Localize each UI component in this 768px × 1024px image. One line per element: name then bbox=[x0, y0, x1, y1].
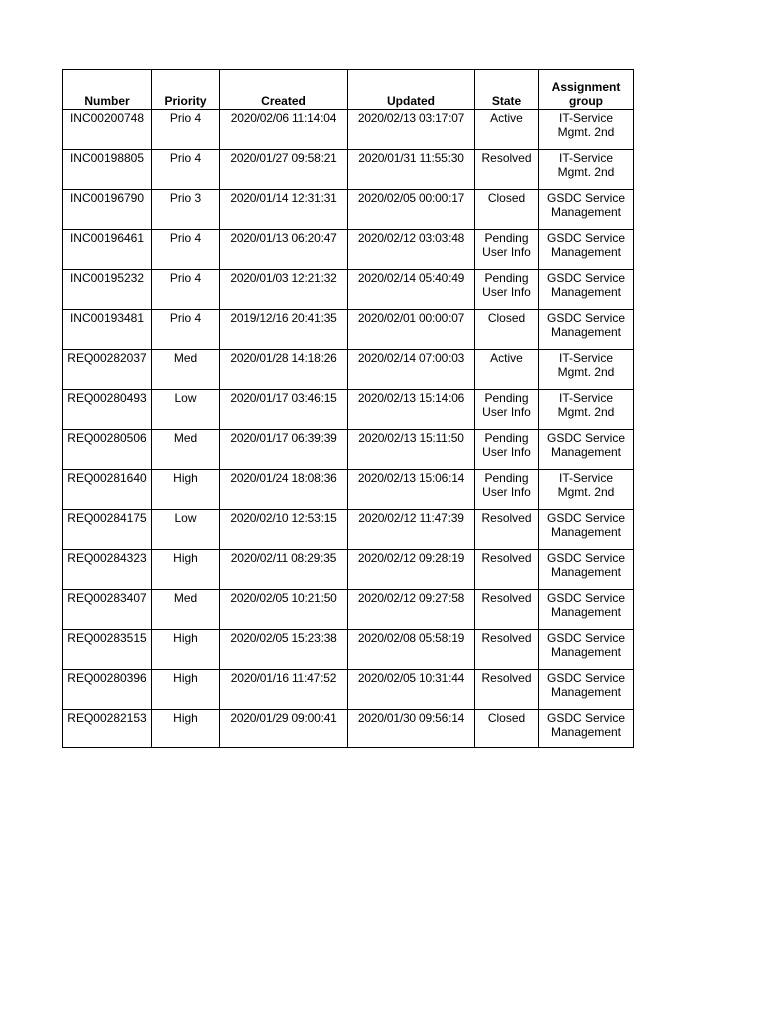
cell-state: Resolved bbox=[475, 150, 539, 190]
cell-priority: High bbox=[152, 630, 220, 670]
cell-updated: 2020/02/12 03:03:48 bbox=[348, 230, 475, 270]
cell-created: 2020/01/16 11:47:52 bbox=[220, 670, 348, 710]
cell-state: Pending User Info bbox=[475, 390, 539, 430]
table-row bbox=[63, 270, 634, 310]
cell-number: REQ00283515 bbox=[63, 630, 152, 670]
cell-updated: 2020/02/05 10:31:44 bbox=[348, 670, 475, 710]
table-row bbox=[63, 550, 634, 590]
column-header-created: Created bbox=[220, 70, 348, 110]
cell-number: INC00200748 bbox=[63, 110, 152, 150]
cell-number: REQ00280493 bbox=[63, 390, 152, 430]
cell-created: 2020/01/28 14:18:26 bbox=[220, 350, 348, 390]
cell-updated: 2020/02/14 05:40:49 bbox=[348, 270, 475, 310]
table-row bbox=[63, 390, 634, 430]
cell-priority: Prio 4 bbox=[152, 150, 220, 190]
table-row bbox=[63, 350, 634, 390]
cell-assignment-group: GSDC Service Management bbox=[539, 510, 634, 550]
column-header-priority: Priority bbox=[152, 70, 220, 110]
cell-assignment-group: IT-Service Mgmt. 2nd bbox=[539, 110, 634, 150]
cell-created: 2020/01/17 03:46:15 bbox=[220, 390, 348, 430]
cell-assignment-group: IT-Service Mgmt. 2nd bbox=[539, 150, 634, 190]
cell-updated: 2020/02/13 15:06:14 bbox=[348, 470, 475, 510]
cell-assignment-group: IT-Service Mgmt. 2nd bbox=[539, 390, 634, 430]
cell-created: 2020/02/05 15:23:38 bbox=[220, 630, 348, 670]
table-row bbox=[63, 510, 634, 550]
cell-updated: 2020/02/08 05:58:19 bbox=[348, 630, 475, 670]
cell-priority: Low bbox=[152, 390, 220, 430]
cell-state: Active bbox=[475, 110, 539, 150]
table-row bbox=[63, 110, 634, 150]
cell-state: Resolved bbox=[475, 670, 539, 710]
cell-priority: Med bbox=[152, 350, 220, 390]
cell-priority: Prio 4 bbox=[152, 270, 220, 310]
column-header-assignment-group: Assignment group bbox=[539, 70, 634, 110]
table-row bbox=[63, 710, 634, 748]
cell-created: 2020/01/29 09:00:41 bbox=[220, 710, 348, 748]
cell-assignment-group: GSDC Service Management bbox=[539, 230, 634, 270]
cell-updated: 2020/02/13 03:17:07 bbox=[348, 110, 475, 150]
cell-updated: 2020/02/12 11:47:39 bbox=[348, 510, 475, 550]
cell-updated: 2020/02/01 00:00:07 bbox=[348, 310, 475, 350]
cell-updated: 2020/02/12 09:27:58 bbox=[348, 590, 475, 630]
table-row bbox=[63, 470, 634, 510]
cell-created: 2019/12/16 20:41:35 bbox=[220, 310, 348, 350]
cell-assignment-group: GSDC Service Management bbox=[539, 590, 634, 630]
cell-priority: High bbox=[152, 470, 220, 510]
cell-state: Pending User Info bbox=[475, 430, 539, 470]
cell-priority: Prio 4 bbox=[152, 310, 220, 350]
table-body bbox=[63, 110, 634, 748]
cell-number: REQ00281640 bbox=[63, 470, 152, 510]
cell-created: 2020/01/17 06:39:39 bbox=[220, 430, 348, 470]
cell-created: 2020/02/10 12:53:15 bbox=[220, 510, 348, 550]
cell-state: Pending User Info bbox=[475, 270, 539, 310]
cell-assignment-group: GSDC Service Management bbox=[539, 430, 634, 470]
cell-number: REQ00280396 bbox=[63, 670, 152, 710]
cell-priority: Prio 3 bbox=[152, 190, 220, 230]
cell-state: Resolved bbox=[475, 630, 539, 670]
cell-number: INC00196461 bbox=[63, 230, 152, 270]
cell-number: REQ00282037 bbox=[63, 350, 152, 390]
header-row bbox=[63, 70, 634, 110]
cell-state: Pending User Info bbox=[475, 230, 539, 270]
cell-updated: 2020/02/12 09:28:19 bbox=[348, 550, 475, 590]
table-row bbox=[63, 310, 634, 350]
cell-created: 2020/02/11 08:29:35 bbox=[220, 550, 348, 590]
cell-updated: 2020/02/05 00:00:17 bbox=[348, 190, 475, 230]
cell-state: Resolved bbox=[475, 550, 539, 590]
cell-state: Closed bbox=[475, 190, 539, 230]
cell-created: 2020/01/03 12:21:32 bbox=[220, 270, 348, 310]
cell-updated: 2020/02/14 07:00:03 bbox=[348, 350, 475, 390]
cell-priority: Low bbox=[152, 510, 220, 550]
cell-updated: 2020/01/31 11:55:30 bbox=[348, 150, 475, 190]
ticket-table bbox=[62, 69, 634, 748]
cell-state: Active bbox=[475, 350, 539, 390]
cell-number: INC00195232 bbox=[63, 270, 152, 310]
table-row bbox=[63, 150, 634, 190]
cell-priority: Med bbox=[152, 430, 220, 470]
table-row bbox=[63, 230, 634, 270]
cell-number: INC00193481 bbox=[63, 310, 152, 350]
cell-priority: High bbox=[152, 710, 220, 748]
cell-priority: Prio 4 bbox=[152, 230, 220, 270]
cell-priority: High bbox=[152, 670, 220, 710]
cell-assignment-group: IT-Service Mgmt. 2nd bbox=[539, 350, 634, 390]
cell-state: Pending User Info bbox=[475, 470, 539, 510]
cell-number: REQ00280506 bbox=[63, 430, 152, 470]
column-header-state: State bbox=[475, 70, 539, 110]
cell-created: 2020/01/13 06:20:47 bbox=[220, 230, 348, 270]
cell-created: 2020/01/14 12:31:31 bbox=[220, 190, 348, 230]
cell-assignment-group: GSDC Service Management bbox=[539, 670, 634, 710]
cell-number: REQ00284175 bbox=[63, 510, 152, 550]
column-header-updated: Updated bbox=[348, 70, 475, 110]
cell-updated: 2020/02/13 15:11:50 bbox=[348, 430, 475, 470]
cell-assignment-group: GSDC Service Management bbox=[539, 710, 634, 748]
cell-number: REQ00283407 bbox=[63, 590, 152, 630]
cell-number: INC00198805 bbox=[63, 150, 152, 190]
cell-assignment-group: GSDC Service Management bbox=[539, 270, 634, 310]
cell-state: Resolved bbox=[475, 590, 539, 630]
cell-state: Resolved bbox=[475, 510, 539, 550]
table-row bbox=[63, 190, 634, 230]
cell-created: 2020/02/05 10:21:50 bbox=[220, 590, 348, 630]
cell-assignment-group: GSDC Service Management bbox=[539, 190, 634, 230]
cell-assignment-group: IT-Service Mgmt. 2nd bbox=[539, 470, 634, 510]
cell-created: 2020/02/06 11:14:04 bbox=[220, 110, 348, 150]
cell-number: REQ00282153 bbox=[63, 710, 152, 748]
table-row bbox=[63, 590, 634, 630]
cell-created: 2020/01/27 09:58:21 bbox=[220, 150, 348, 190]
column-header-number: Number bbox=[63, 70, 152, 110]
cell-assignment-group: GSDC Service Management bbox=[539, 310, 634, 350]
cell-created: 2020/01/24 18:08:36 bbox=[220, 470, 348, 510]
table-row bbox=[63, 430, 634, 470]
cell-state: Closed bbox=[475, 710, 539, 748]
table-row bbox=[63, 630, 634, 670]
cell-updated: 2020/02/13 15:14:06 bbox=[348, 390, 475, 430]
cell-number: REQ00284323 bbox=[63, 550, 152, 590]
spreadsheet-page bbox=[62, 69, 634, 748]
cell-number: INC00196790 bbox=[63, 190, 152, 230]
cell-priority: Prio 4 bbox=[152, 110, 220, 150]
cell-state: Closed bbox=[475, 310, 539, 350]
cell-priority: Med bbox=[152, 590, 220, 630]
cell-assignment-group: GSDC Service Management bbox=[539, 550, 634, 590]
cell-updated: 2020/01/30 09:56:14 bbox=[348, 710, 475, 748]
cell-assignment-group: GSDC Service Management bbox=[539, 630, 634, 670]
table-row bbox=[63, 670, 634, 710]
cell-priority: High bbox=[152, 550, 220, 590]
